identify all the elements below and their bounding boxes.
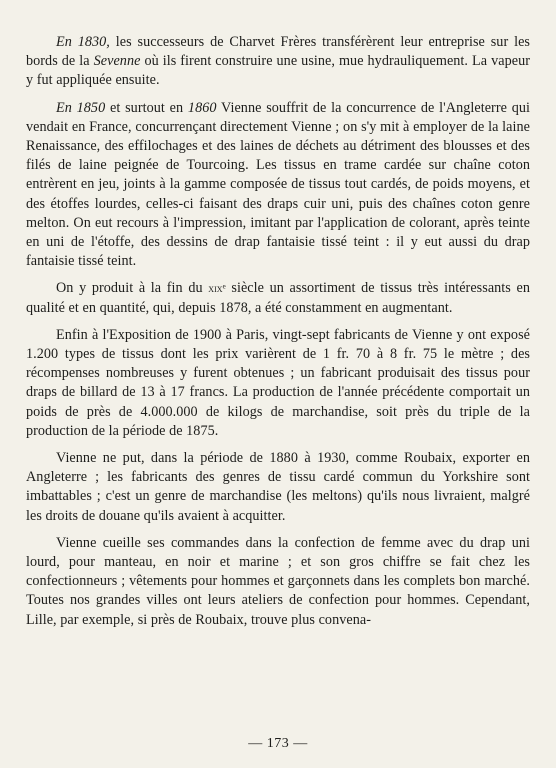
italic-text: Sevenne: [93, 53, 141, 70]
text-run: Vienne ne put, dans la période de 1880 à 1930, comme Roubaix, exporter en Angleterre ; les fabricants des genres de tissu cardé commun du Yorkshire sont imbattables ; c'est un genre de marchandise (les meltons) qu'ils nous livraient, malgré les droits de douane qu'ils avaient à acquitter.: [26, 450, 530, 524]
italic-text: En 1850: [56, 99, 106, 116]
paragraph: [26, 279, 530, 317]
text-run: On y produit à la fin du: [56, 280, 209, 297]
page-number: — 173 —: [248, 736, 308, 751]
text-run: les successeurs de Charvet Frères transférèrent leur entreprise sur les bords de la: [26, 34, 530, 70]
paragraph: [26, 326, 530, 441]
italic-text: 1860: [187, 99, 217, 116]
paragraph: [26, 99, 530, 272]
paragraph: [26, 449, 530, 526]
text-run: Vienne souffrit de la concurrence de l'Angleterre qui vendait en France, concurrençant directement Vienne ; on s'y mit à employer de la laine Renaissance, des effilochages et des laines de déchets au détriment des blousses et des filés de laine peignée de Tourcoing. Les tissus en trame cardée sur chaîne coton entrèrent en jeu, joints à la gamme composée de tissus tout cardés, de poids moyens, et des étoffes lourdes, celles-ci faisant des draps cuir uni, puis des chaînes coton genre melton. On eut recours à l'impression, imitant par l'application de colorant, après teinte en uni de l'étoffe, des dessins de drap fantaisie tissé teint : il y eut aussi du drap fantaisie tissé teint.: [26, 99, 530, 270]
text-run: où ils firent construire une usine, mue hydrauliquement. La vapeur y fut appliquée ensuite.: [26, 53, 530, 89]
italic-text: En 1830,: [56, 34, 110, 50]
paragraph: [26, 33, 530, 91]
text-run: siècle un assortiment de tissus très intéressants en qualité et en quantité, qui, depuis 1878, a été constamment en augmentant.: [26, 280, 530, 316]
body-text: [26, 33, 530, 630]
paragraph: [26, 534, 530, 630]
text-run: Vienne cueille ses commandes dans la confection de femme avec du drap uni lourd, pour manteau, en noir et marine ; et son gros chiffre se fait chez les confectionneurs ; vêtements pour hommes et garçonnets dans les complets bon marché. Toutes nos grandes villes ont leurs ateliers de confection pour hommes. Cependant, Lille, par exemple, si près de Roubaix, trouve plus convena-: [26, 534, 530, 628]
text-run: et surtout en: [105, 99, 188, 116]
text-run: Enfin à l'Exposition de 1900 à Paris, vingt-sept fabricants de Vienne y ont exposé 1.200 types de tissus dont les prix varièrent de 1 fr. 70 à 8 fr. 75 le mètre ; des récompenses nombreuses y furent obtenues ; un fabricant produisait des tissus pour draps de billard de 13 à 17 francs. La production de l'année précédente comportait un poids de près de 4.000.000 de kilogs de marchandise, soit près du triple de la production de la période de 1875.: [26, 326, 530, 439]
smallcaps-text: xixᵉ: [208, 281, 226, 296]
